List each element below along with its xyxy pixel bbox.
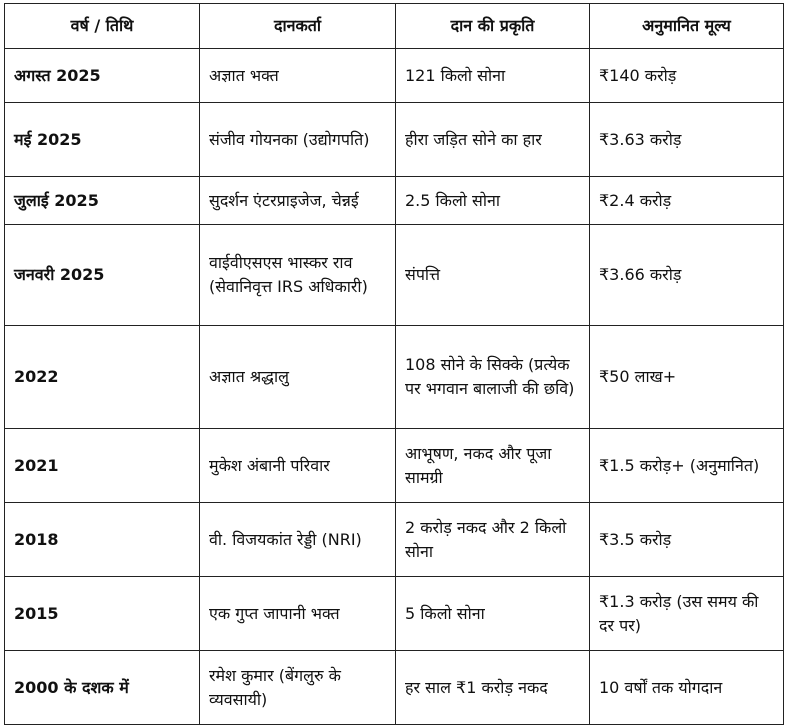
cell-year: जुलाई 2025 [5, 177, 200, 225]
cell-year: 2015 [5, 577, 200, 651]
table-row [5, 225, 784, 326]
table-container [4, 3, 784, 725]
cell-value: ₹50 लाख+ [590, 326, 784, 429]
cell-nature: 2.5 किलो सोना [396, 177, 590, 225]
table-row [5, 577, 784, 651]
cell-donor: वाईवीएसएस भास्कर राव (सेवानिवृत्त IRS अधिकारी) [200, 225, 396, 326]
cell-value: ₹3.63 करोड़ [590, 103, 784, 177]
cell-donor: रमेश कुमार (बेंगलुरु के व्यवसायी) [200, 651, 396, 725]
table-row [5, 503, 784, 577]
cell-donor: मुकेश अंबानी परिवार [200, 429, 396, 503]
cell-nature: 5 किलो सोना [396, 577, 590, 651]
cell-value: ₹3.66 करोड़ [590, 225, 784, 326]
table-row [5, 103, 784, 177]
cell-value: ₹140 करोड़ [590, 49, 784, 103]
cell-donor: अज्ञात श्रद्धालु [200, 326, 396, 429]
header-year: वर्ष / तिथि [5, 4, 200, 49]
cell-nature: संपत्ति [396, 225, 590, 326]
cell-nature: 2 करोड़ नकद और 2 किलो सोना [396, 503, 590, 577]
cell-year: 2022 [5, 326, 200, 429]
cell-year: जनवरी 2025 [5, 225, 200, 326]
cell-value: 10 वर्षों तक योगदान [590, 651, 784, 725]
table-row [5, 49, 784, 103]
cell-value: ₹1.5 करोड़+ (अनुमानित) [590, 429, 784, 503]
cell-donor: अज्ञात भक्त [200, 49, 396, 103]
table-row [5, 177, 784, 225]
table-row [5, 326, 784, 429]
cell-donor: संजीव गोयनका (उद्योगपति) [200, 103, 396, 177]
cell-nature: 108 सोने के सिक्के (प्रत्येक पर भगवान बालाजी की छवि) [396, 326, 590, 429]
cell-value: ₹2.4 करोड़ [590, 177, 784, 225]
cell-year: अगस्त 2025 [5, 49, 200, 103]
donations-table [4, 3, 784, 725]
table-row [5, 429, 784, 503]
cell-year: मई 2025 [5, 103, 200, 177]
cell-donor: एक गुप्त जापानी भक्त [200, 577, 396, 651]
cell-donor: वी. विजयकांत रेड्डी (NRI) [200, 503, 396, 577]
cell-donor: सुदर्शन एंटरप्राइजेज, चेन्नई [200, 177, 396, 225]
table-row [5, 651, 784, 725]
cell-year: 2018 [5, 503, 200, 577]
header-nature: दान की प्रकृति [396, 4, 590, 49]
cell-nature: 121 किलो सोना [396, 49, 590, 103]
cell-nature: हीरा जड़ित सोने का हार [396, 103, 590, 177]
cell-year: 2021 [5, 429, 200, 503]
cell-value: ₹1.3 करोड़ (उस समय की दर पर) [590, 577, 784, 651]
cell-year: 2000 के दशक में [5, 651, 200, 725]
cell-nature: हर साल ₹1 करोड़ नकद [396, 651, 590, 725]
header-row [5, 4, 784, 49]
cell-value: ₹3.5 करोड़ [590, 503, 784, 577]
header-value: अनुमानित मूल्य [590, 4, 784, 49]
cell-nature: आभूषण, नकद और पूजा सामग्री [396, 429, 590, 503]
header-donor: दानकर्ता [200, 4, 396, 49]
